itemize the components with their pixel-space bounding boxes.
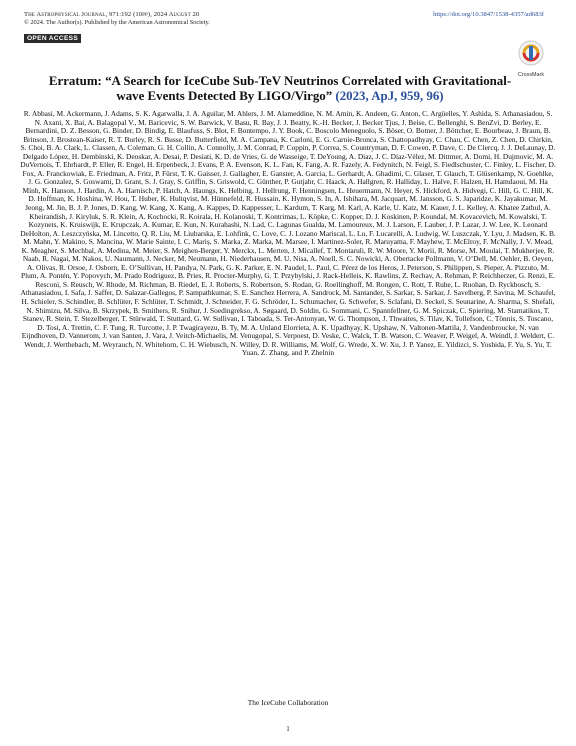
journal-line [24, 11, 544, 19]
journal-citation: The Astrophysical Journal, 971:192 (10pp), 2024 August 20 [24, 11, 200, 18]
title-text: Erratum: “A Search for IceCube Sub-TeV Neutrinos Correlated with Gravitational-wave Events Detected By LIGO/Virgo” [48, 74, 512, 103]
page-header [24, 11, 544, 45]
copyright-line: © 2024. The Author(s). Published by the American Astronomical Society. [24, 19, 210, 27]
original-article-reference[interactable]: (2023, ApJ, 959, 96) [335, 89, 444, 103]
page-number: 1 [286, 725, 290, 733]
article-title [40, 74, 520, 104]
crossmark-icon [518, 40, 544, 66]
collaboration-name: The IceCube Collaboration [247, 698, 329, 707]
crossmark-label: CrossMark [517, 72, 545, 78]
crossmark-logo[interactable] [514, 40, 548, 78]
open-access-badge: OPEN ACCESS [24, 34, 81, 43]
doi-link[interactable]: https://doi.org/10.3847/1538-4357/ad683f [433, 11, 544, 18]
author-list: R. Abbasi, M. Ackermann, J. Adams, S. K. Agarwalla, J. A. Aguilar, M. Ahlers, J. M. Alameddine, N. M. Amin, K. Andeen, G. Anton, C. Argüelles, Y. Ashida, S. Athanasiadou, S. N. Axani, X. Bai, A. Balagopal V., M. Baricevic, S. W. Barwick, V. Basu, R. Bay, J. J. Beatty, K.-H. Becker, J. Becker Tjus, J. Beise, C. Bellenghi, S. BenZvi, D. Berley, E. Bernardini, D. Z. Besson, G. Binder, D. Bindig, E. Blaufuss, S. Blot, F. Bontempo, J. Y. Book, C. Boscolo Meneguolo, S. Böser, O. Botner, J. Böttcher, E. Bourbeau, J. Braun, B. Brinson, J. Brostean-Kaiser, R. T. Burley, R. S. Busse, D. Butterfield, M. A. Campana, K. Carloni, E. G. Carnie-Bronca, S. Chattopadhyay, C. Chau, C. Chen, Z. Chen, D. Chirkin, S. Choi, B. A. Clark, L. Classen, A. Coleman, G. H. Collin, A. Connolly, J. M. Conrad, P. Coppin, P. Correa, S. Countryman, D. F. Cowen, P. Dave, C. De Clercq, J. J. DeLaunay, D. Delgado López, H. Dembinski, K. Deoskar, A. Desai, P. Desiati, K. D. de Vries, G. de Wasseige, T. DeYoung, A. Diaz, J. C. Díaz-Vélez, M. Dittmer, A. Domi, H. Dujmovic, M. A. DuVernois, T. Ehrhardt, P. Eller, R. Engel, H. Erpenbeck, J. Evans, P. A. Evenson, K. L. Fan, K. Fang, A. R. Fazely, A. Fedynitch, N. Feigl, S. Fiedlschuster, C. Finley, L. Fischer, D. Fox, A. Franckowiak, E. Friedman, A. Fritz, P. Fürst, T. K. Gaisser, J. Gallagher, E. Ganster, A. Garcia, L. Gerhardt, A. Ghadimi, C. Glaser, T. Glauch, T. Glüsenkamp, N. Goehlke, J. G. Gonzalez, S. Goswami, D. Grant, S. J. Gray, S. Griffin, S. Griswold, C. Günther, P. Gutjahr, C. Haack, A. Hallgren, R. Halliday, L. Halve, F. Halzen, H. Hamdaoui, M. Ha Minh, K. Hanson, J. Hardin, A. A. Harnisch, P. Hatch, A. Haungs, K. Helbing, J. Hellrung, F. Henningsen, L. Heuermann, N. Heyer, S. Hickford, A. Hidvegi, C. Hill, G. C. Hill, K. D. Hoffman, K. Hoshina, W. Hou, T. Huber, K. Hultqvist, M. Hünnefeld, R. Hussain, K. Hymon, S. In, A. Ishihara, M. Jacquart, M. Jansson, G. S. Japaridze, K. Jayakumar, M. Jeong, M. Jin, B. J. P. Jones, D. Kang, W. Kang, X. Kang, A. Kappes, D. Kappesser, L. Kardum, T. Karg, M. Karl, A. Karle, U. Katz, M. Kauer, J. L. Kelley, A. Khatee Zathul, A. Kheirandish, J. Kiryluk, S. R. Klein, A. Kochocki, R. Koirala, H. Kolanoski, T. Kontrimas, L. Köpke, C. Kopper, D. J. Koskinen, P. Koundal, M. Kovacevich, M. Kowalski, T. Kozynets, K. Kruiswijk, E. Krupczak, A. Kumar, E. Kun, N. Kurahashi, N. Lad, C. Lagunas Gualda, M. Lamoureux, M. J. Larson, F. Lauber, J. P. Lazar, J. W. Lee, K. Leonard DeHolton, A. Leszczyńska, M. Lincetto, Q. R. Liu, M. Liubarska, E. Lohfink, C. Love, C. J. Lozano Mariscal, L. Lu, F. Lucarelli, A. Ludwig, W. Luszczak, Y. Lyu, J. Madsen, K. B. M. Mahn, Y. Makino, S. Mancina, W. Marie Sainte, I. C. Mariș, S. Marka, Z. Marka, M. Marsee, I. Martinez-Soler, R. Maruyama, F. Mayhew, T. McElroy, F. McNally, J. V. Mead, K. Meagher, S. Mechbal, A. Medina, M. Meier, S. Meighen-Berger, Y. Merckx, L. Merten, J. Micallef, T. Montaruli, R. W. Moore, Y. Morii, R. Morse, M. Moulai, T. Mukherjee, R. Naab, R. Nagai, M. Nakos, U. Naumann, J. Necker, M. Neumann, H. Niederhausen, M. U. Nisa, A. Noell, S. C. Nowicki, A. Obertacke Pollmann, V. O’Dell, M. Oehler, B. Oeyen, A. Olivas, R. Orsoe, J. Osborn, E. O’Sullivan, H. Pandya, N. Park, G. K. Parker, E. N. Paudel, L. Paul, C. Pérez de los Heros, J. Peterson, S. Philippen, S. Pieper, A. Pizzuto, M. Plum, A. Pontén, Y. Popovych, M. Prado Rodriguez, B. Pries, R. Procter-Murphy, G. T. Przybylski, J. Rack-Helleis, K. Rawlins, Z. Rechav, A. Rehman, P. Reichherzer, G. Renzi, E. Resconi, S. Reusch, W. Rhode, M. Richman, B. Riedel, E. J. Roberts, S. Robertson, S. Rodan, G. Roellinghoff, M. Rongen, C. Rott, T. Ruhe, L. Ruohan, D. Ryckbosch, S. Athanasiadou, I. Safa, J. Saffer, D. Salazar-Gallegos, P. Sampathkumar, S. E. Sanchez Herrera, A. Sandrock, M. Santander, S. Sarkar, S. Sarkar, J. Savelberg, P. Savina, M. Schaufel, H. Schieler, S. Schindler, B. Schlüter, F. Schlüter, T. Schmidt, J. Schneider, F. G. Schröder, L. Schumacher, G. Schwefer, S. Sclafani, D. Seckel, S. Seunarine, A. Sharma, S. Shefali, N. Shimizu, M. Silva, B. Skrzypek, B. Smithers, R. Snihur, J. Soedingrekso, A. Søgaard, D. Soldin, G. Sommani, C. Spannfellner, G. M. Spiczak, C. Spiering, M. Stamatikos, T. Stanev, R. Stein, T. Stezelberger, T. Stürwald, T. Stuttard, G. W. Sullivan, I. Taboada, S. Ter-Antonyan, W. G. Thompson, J. Thwaites, S. Tilav, K. Tollefson, C. Tönnis, S. Toscano, D. Tosi, A. Trettin, C. F. Tung, R. Turcotte, J. P. Twagirayezu, B. Ty, M. A. Unland Elorrieta, A. K. Upadhyay, K. Upshaw, N. Valtonen-Mattila, J. Vandenbroucke, N. van Eijndhoven, D. Vannerom, J. van Santen, J. Vara, J. Veitch-Michaelis, M. Venugopal, S. Verpoest, D. Veske, C. Walck, T. B. Watson, C. Weaver, P. Weigel, A. Weindl, J. Weldert, C. Wendt, J. Werthebach, M. Weyrauch, N. Whitehorn, C. H. Wiebusch, N. Willey, D. R. Williams, M. Wolf, G. Wrede, X. W. Xu, J. P. Yanez, E. Yildizci, S. Yoshida, F. Yu, S. Yu, T. Yuan, Z. Zhang, and P. Zhelnin [20, 109, 556, 358]
